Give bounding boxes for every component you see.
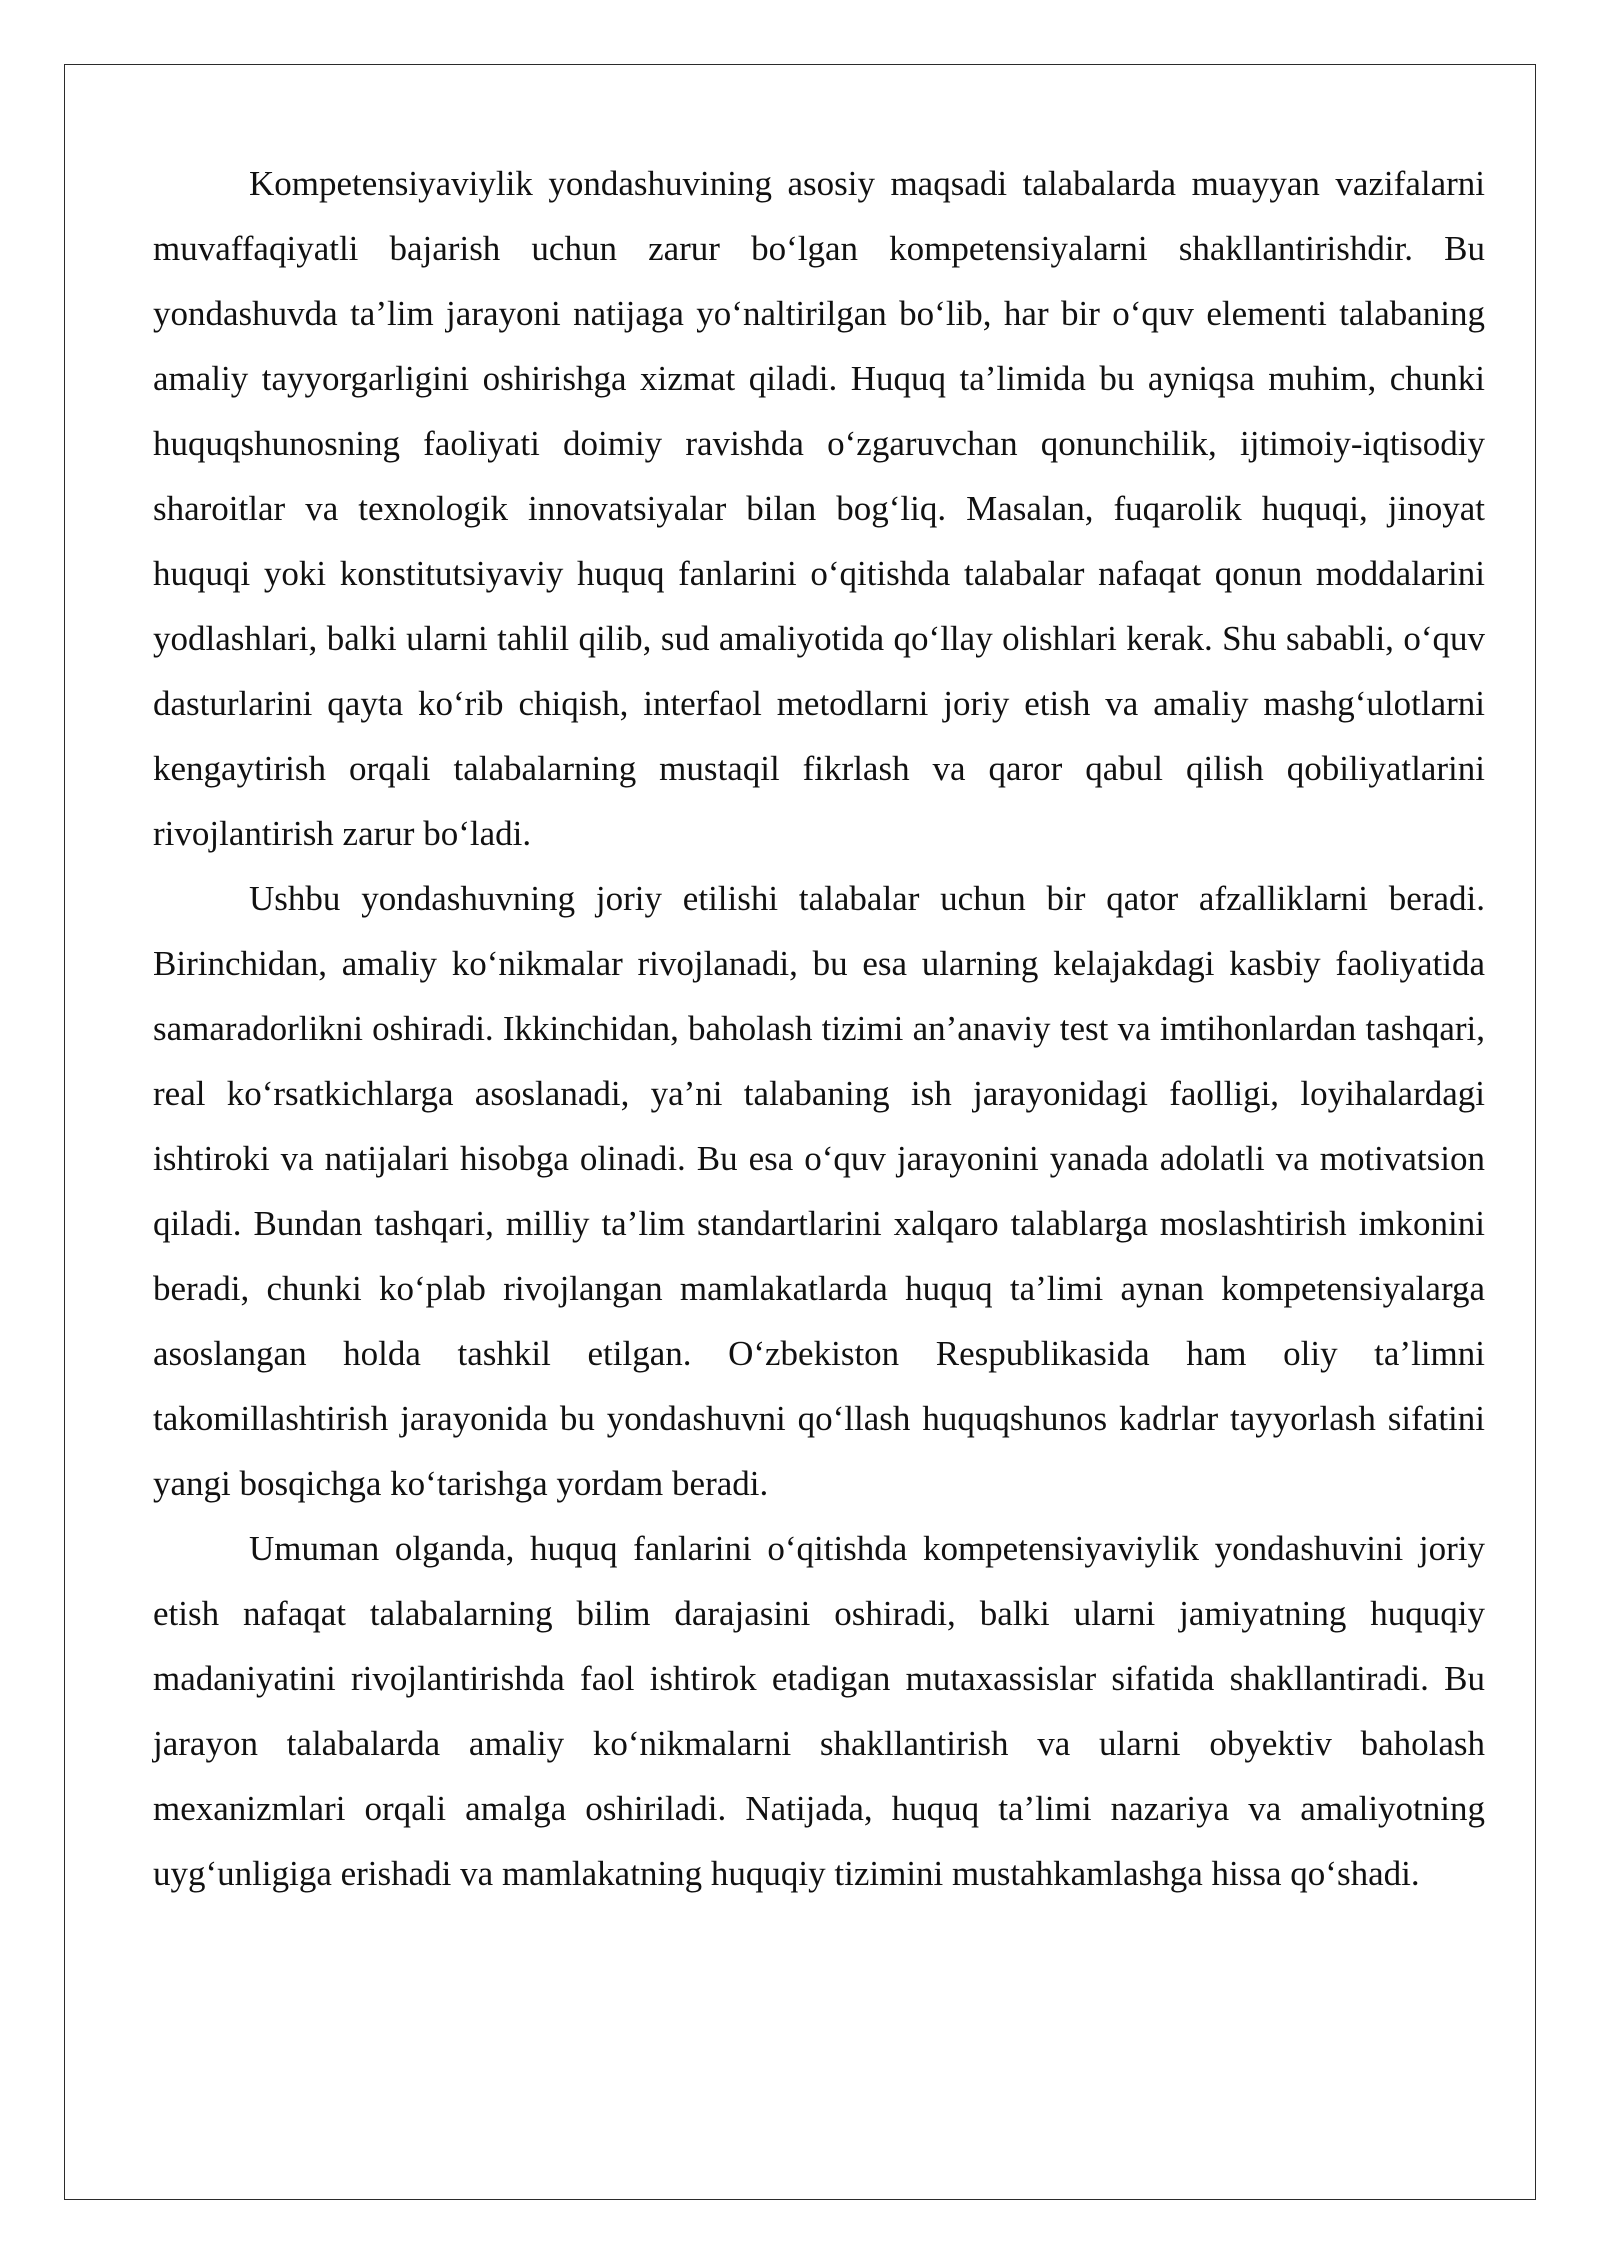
paragraph-2: Ushbu yondashuvning joriy etilishi talabalar uchun bir qator afzalliklarni beradi. Birinchidan, amaliy ko‘nikmalar rivojlanadi, bu esa ularning kelajakdagi kasbiy faoliyatida samaradorlikni oshiradi. Ikkinchidan, baholash tizimi an’anaviy test va imtihonlardan tashqari, real ko‘rsatkichlarga asoslanadi, ya’ni talabaning ish jarayonidagi faolligi, loyihalardagi ishtiroki va natijalari hisobga olinadi. Bu esa o‘quv jarayonini yanada adolatli va motivatsion qiladi. Bundan tashqari, milliy ta’lim standartlarini xalqaro talablarga moslashtirish imkonini beradi, chunki ko‘plab rivojlangan mamlakatlarda huquq ta’limi aynan kompetensiyalarga asoslangan holda tashkil etilgan. O‘zbekiston Respublikasida ham oliy ta’limni takomillashtirish jarayonida bu yondashuvni qo‘llash huquqshunos kadrlar tayyorlash sifatini yangi bosqichga ko‘tarishga yordam beradi. — [153, 879, 1485, 1503]
paragraph-1: Kompetensiyaviylik yondashuvining asosiy maqsadi talabalarda muayyan vazifalarni muvaffaqiyatli bajarish uchun zarur bo‘lgan kompetensiyalarni shakllantirishdir. Bu yondashuvda ta’lim jarayoni natijaga yo‘naltirilgan bo‘lib, har bir o‘quv elementi talabaning amaliy tayyorgarligini oshirishga xizmat qiladi. Huquq ta’limida bu ayniqsa muhim, chunki huquqshunosning faoliyati doimiy ravishda o‘zgaruvchan qonunchilik, ijtimoiy-iqtisodiy sharoitlar va texnologik innovatsiyalar bilan bog‘liq. Masalan, fuqarolik huquqi, jinoyat huquqi yoki konstitutsiyaviy huquq fanlarini o‘qitishda talabalar nafaqat qonun moddalarini yodlashlari, balki ularni tahlil qilib, sud amaliyotida qo‘llay olishlari kerak. Shu sababli, o‘quv dasturlarini qayta ko‘rib chiqish, interfaol metodlarni joriy etish va amaliy mashg‘ulotlarni kengaytirish orqali talabalarning mustaqil fikrlash va qaror qabul qilish qobiliyatlarini rivojlantirish zarur bo‘ladi. — [153, 164, 1485, 853]
document-body — [153, 151, 1485, 1906]
paragraph-3: Umuman olganda, huquq fanlarini o‘qitishda kompetensiyaviylik yondashuvini joriy etish nafaqat talabalarning bilim darajasini oshiradi, balki ularni jamiyatning huquqiy madaniyatini rivojlantirishda faol ishtirok etadigan mutaxassislar sifatida shakllantiradi. Bu jarayon talabalarda amaliy ko‘nikmalarni shakllantirish va ularni obyektiv baholash mexanizmlari orqali amalga oshiriladi. Natijada, huquq ta’limi nazariya va amaliyotning uyg‘unligiga erishadi va mamlakatning huquqiy tizimini mustahkamlashga hissa qo‘shadi. — [153, 1529, 1485, 1893]
